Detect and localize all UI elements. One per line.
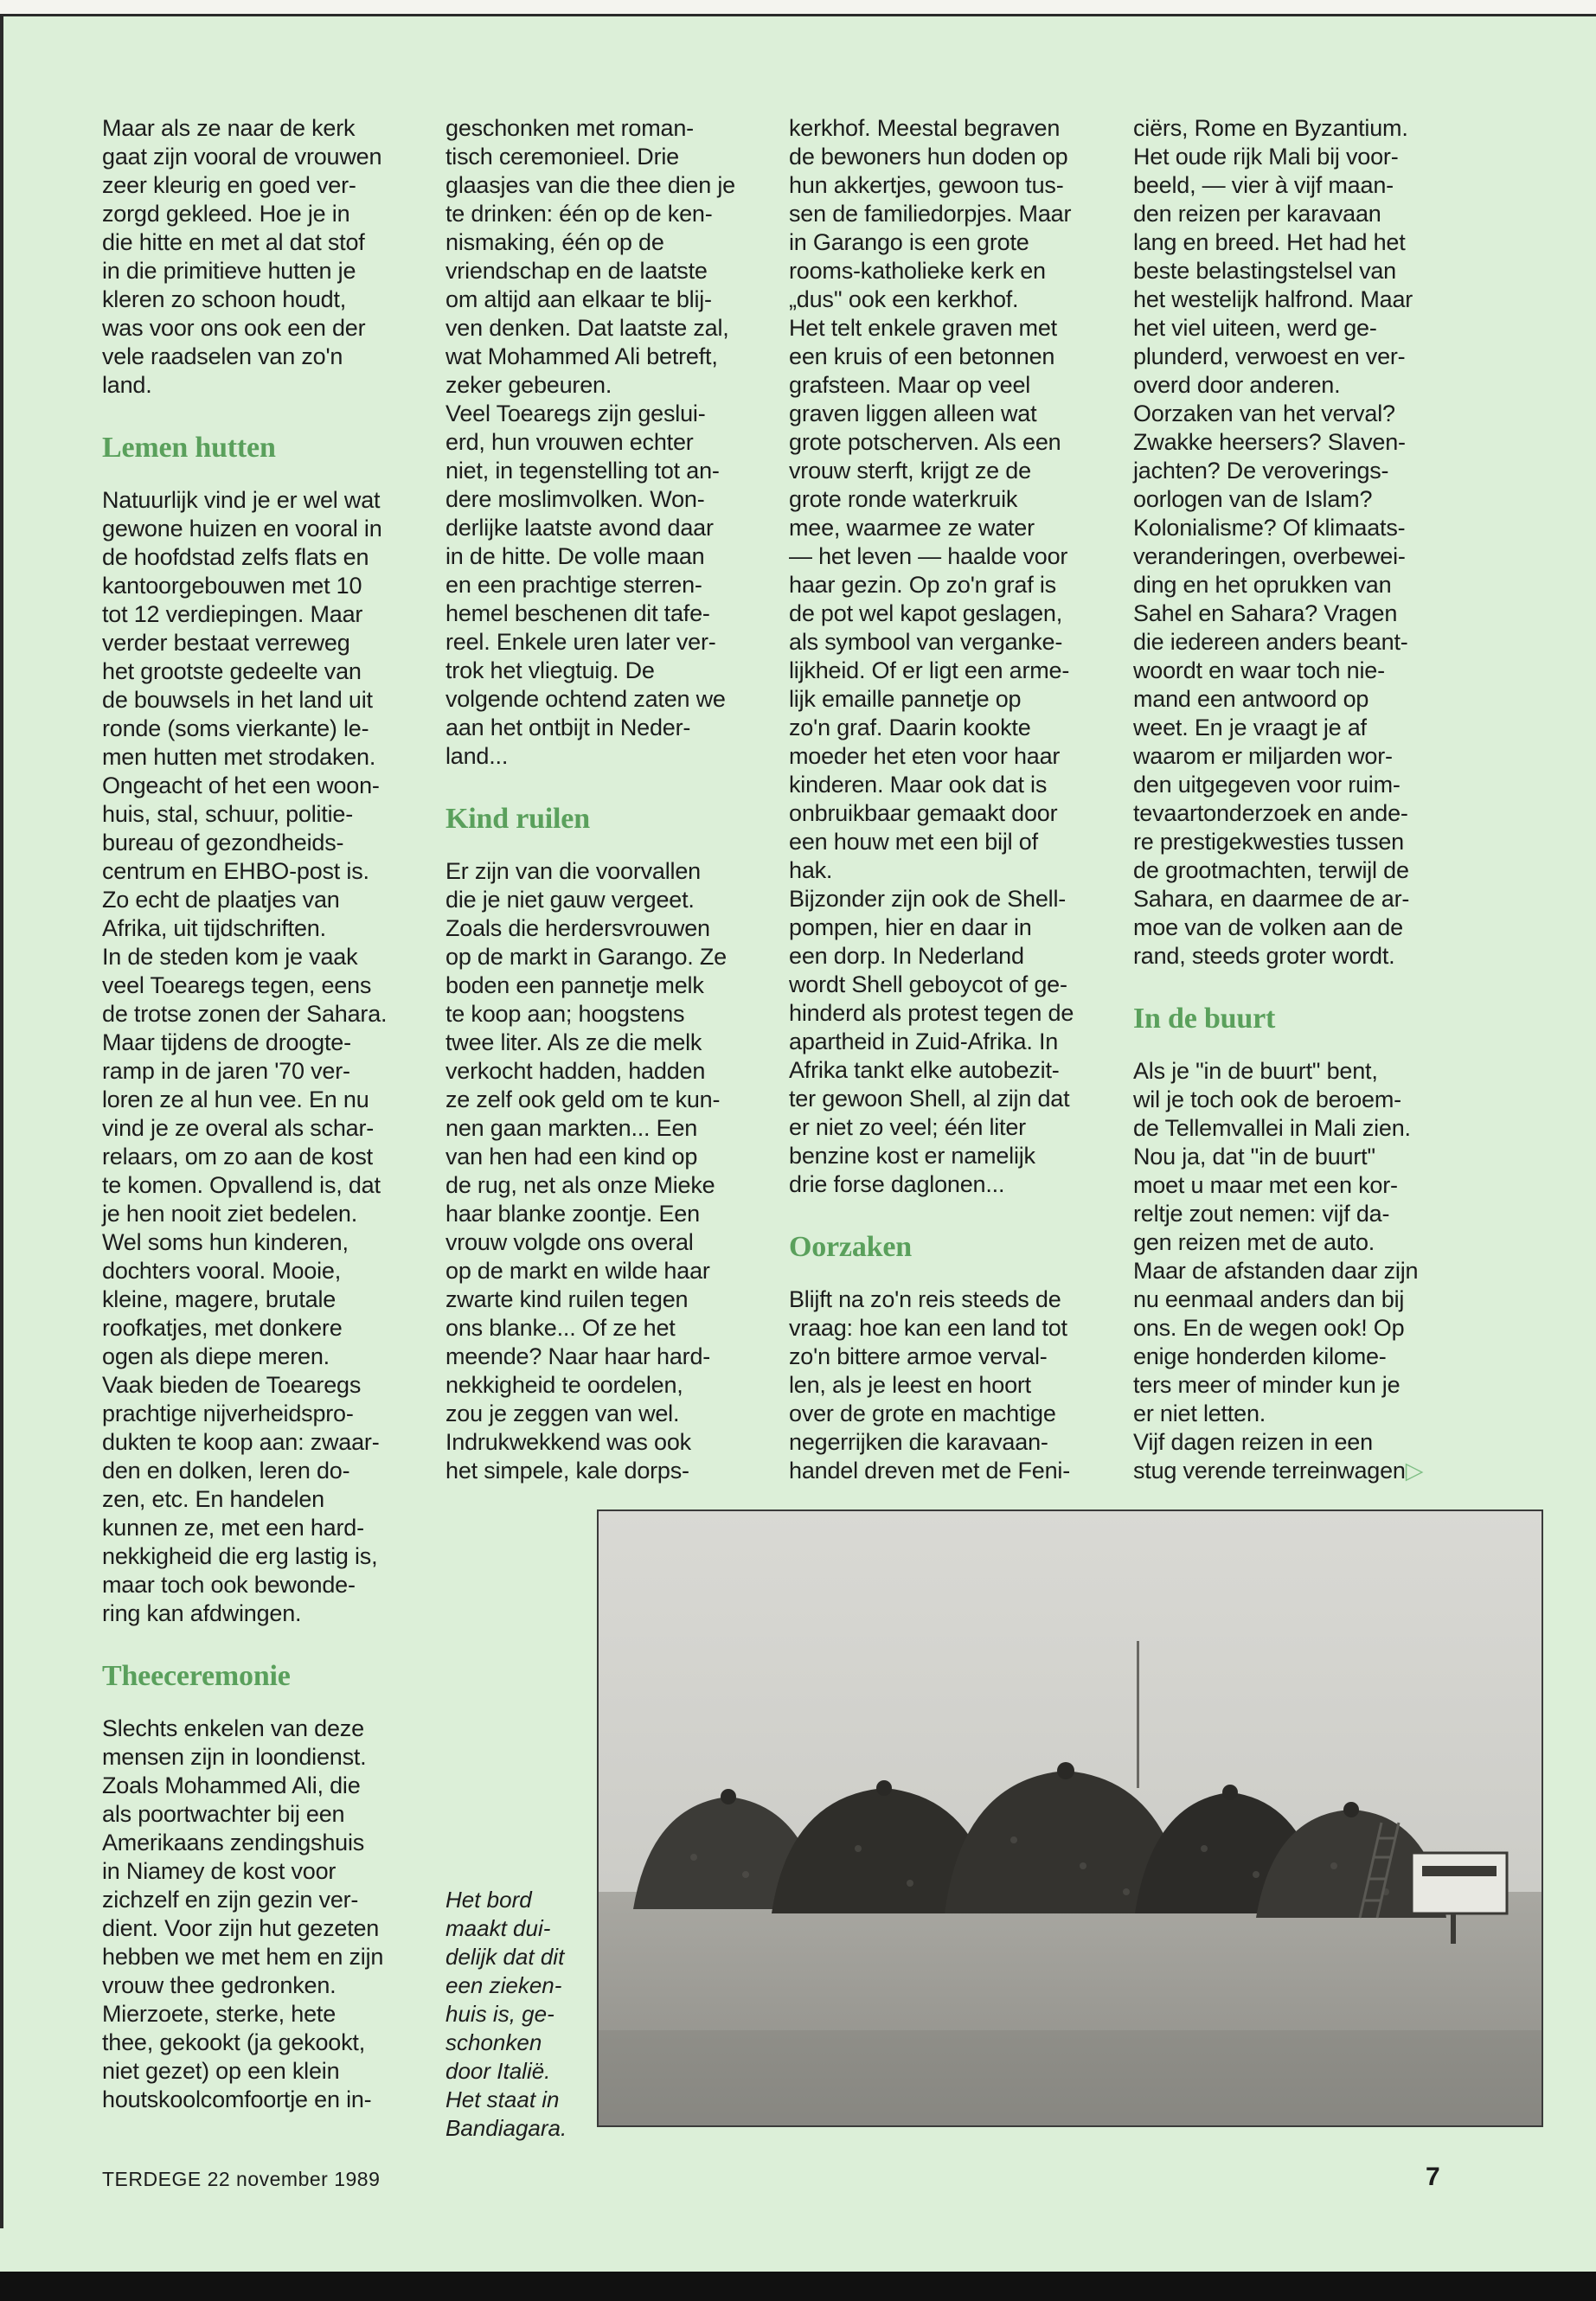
paragraph: Er zijn van die voorvallen die je niet gauw vergeet. Zoals die herdersvrouwen op de markt in Garango. Ze boden een pannetje melk te koop aan; hoogstens twee liter. Als ze die melk verkocht hadden, hadden ze zelf ook geld om te kun- nen gaan markten... Een van hen had een kind op de rug, net als onze Mieke haar blanke zoontje. Een vrouw volgde ons overal op de markt en wilde haar zwarte kind ruilen tegen ons blanke... Of ze het meende? Naar haar hard- nekkigheid te oordelen, zou je zeggen van wel. Indrukwekkend was ook het simpele, kale dorps- — [445, 858, 727, 1484]
paragraph: Slechts enkelen van deze mensen zijn in loondienst. Zoals Mohammed Ali, die als poortwachter bij een Amerikaans zendingshuis in Niamey de kost voor zichzelf en zijn gezin ver- dient. Voor zijn hut gezeten hebben we met hem en zijn vrouw thee gedronken. Mierzoete, sterke, hete thee, gekookt (ja gekookt, niet gezet) op een klein houtskoolcomfoortje en in- — [102, 1715, 384, 2112]
column-2 — [445, 114, 774, 1485]
paragraph: ciërs, Rome en Byzantium. Het oude rijk Mali bij voor- beeld, — vier à vijf maan- den reizen per karavaan lang en breed. Het had het beste belastingstelsel van het westelijk halfrond. Maar het viel uiteen, werd ge- plunderd, verwoest en ver- overd door anderen. Oorzaken van het verval? Zwakke heersers? Slaven- jachten? De veroverings- oorlogen van de Islam? Kolonialisme? Of klimaats- veranderingen, overbewei- ding en het oprukken van Sahel en Sahara? Vragen die iedereen anders beant- woordt en waar toch nie- mand een antwoord op weet. En je vraagt je af waarom er miljarden wor- den uitgegeven voor ruim- tevaartonderzoek en ande- re prestigekwesties tussen de grootmachten, terwijl de Sahara, en daarmee de ar- moe van de volken aan de rand, steeds groter wordt. — [1133, 115, 1413, 969]
page-number: 7 — [1426, 2163, 1440, 2191]
paragraph — [1133, 1057, 1462, 1485]
photo-hospital-domes — [597, 1509, 1543, 2127]
column-4 — [1133, 114, 1462, 1485]
paragraph: Natuurlijk vind je er wel wat gewone huizen en vooral in de hoofdstad zelfs flats en kantoorgebouwen met 10 tot 12 verdiepingen. Maar verder bestaat verreweg het grootste gedeelte van de bouwsels in het land uit ronde (soms vierkante) le- men hutten met strodaken. Ongeacht of het een woon- huis, stal, schuur, politie- bureau of gezondheids- centrum en EHBO-post is. Zo echt de plaatjes van Afrika, uit tijdschriften. In de steden kom je vaak veel Toearegs tegen, eens de trotse zonen der Sahara. Maar tijdens de droogte- ramp in de jaren '70 ver- loren ze al hun vee. En nu vind je ze overal als schar- relaars, om zo aan de kost te komen. Opvallend is, dat je hen nooit ziet bedelen. Wel soms hun kinderen, dochters vooral. Mooie, kleine, magere, brutale roofkatjes, met donkere ogen als diepe meren. Vaak bieden de Toearegs prachtige nijverheidspro- dukten te koop aan: zwaar- den en dolken, leren do- zen, etc. En handelen kunnen ze, met een hard- nekkigheid die erg lastig is, maar toch ook bewonde- ring kan afdwingen. — [102, 487, 388, 1626]
heading-oorzaken: Oorzaken — [789, 1231, 912, 1263]
heading-lemen-hutten: Lemen hutten — [102, 432, 276, 464]
heading-in-de-buurt: In de buurt — [1133, 1003, 1276, 1035]
paragraph: Maar als ze naar de kerk gaat zijn vooral de vrouwen zeer kleurig en goed ver- zorgd gekleed. Hoe je in die hitte en met al dat stof in die primitieve hutten je kleren zo schoon houdt, was voor ons ook een der vele raadselen van zo'n land. — [102, 115, 382, 398]
page-left-edge — [0, 14, 3, 2228]
page-top-edge — [0, 0, 1596, 16]
photo-caption: Het bord maakt dui- delijk dat dit een zieken- huis is, ge- schonken door Italië. Het staat in Bandiagara. — [445, 1887, 567, 2141]
paragraph: Blijft na zo'n reis steeds de vraag: hoe kan een land tot zo'n bittere armoe verval- len, als je leest en hoort over de grote en machtige negerrijken die karavaan- handel dreven met de Feni- — [789, 1286, 1070, 1484]
bottom-edge — [0, 2272, 1596, 2301]
column-1 — [102, 114, 448, 2114]
paragraph: kerkhof. Meestal begraven de bewoners hun doden op hun akkertjes, gewoon tus- sen de familiedorpjes. Maar in Garango is een grote rooms-katholieke kerk en „dus'' ook een kerkhof. Het telt enkele graven met een kruis of een betonnen grafsteen. Maar op veel graven liggen alleen wat grote potscherven. Als een vrouw sterft, krijgt ze de grote ronde waterkruik mee, waarmee ze water — het leven — haalde voor haar gezin. Op zo'n graf is de pot wel kapot geslagen, als symbool van verganke- lijkheid. Of er ligt een arme- lijk emaille pannetje op zo'n graf. Daarin kookte moeder het eten voor haar kinderen. Maar ook dat is onbruikbaar gemaakt door een houw met een bijl of hak. Bijzonder zijn ook de Shell- pompen, hier en daar in een dorp. In Nederland wordt Shell geboycot of ge- hinderd als protest tegen de apartheid in Zuid-Afrika. In Afrika tankt elke autobezit- ter gewoon Shell, al zijn dat er niet zo veel; één liter benzine kost er namelijk drie forse daglonen... — [789, 115, 1074, 1197]
column-3 — [789, 114, 1118, 1485]
continue-arrow-icon: ▷ — [1405, 1458, 1424, 1484]
heading-theeceremonie: Theeceremonie — [102, 1660, 291, 1692]
paragraph-text: Als je "in de buurt" bent, wil je toch ook de beroem- de Tellemvallei in Mali zien. Nou ja, dat "in de buurt" moet u maar met een kor- reltje zout nemen: vijf da- gen reizen met de auto. Maar de afstanden daar zijn nu eenmaal anders dan bij ons. En de wegen ook! Op enige honderden kilome- ters meer of minder kun je er niet letten. Vijf dagen reizen in een stug verende terreinwagen — [1133, 1058, 1419, 1484]
footer-publication: TERDEGE 22 november 1989 — [102, 2168, 381, 2190]
heading-kind-ruilen: Kind ruilen — [445, 803, 590, 835]
paragraph: geschonken met roman- tisch ceremonieel. Drie glaasjes van die thee dien je te drinken: één op de ken- nismaking, één op de vriendschap en de laatste om altijd aan elkaar te blij- ven denken. Dat laatste zal, wat Mohammed Ali betreft, zeker gebeuren. Veel Toearegs zijn geslui- erd, hun vrouwen echter niet, in tegenstelling tot an- dere moslimvolken. Won- derlijke laatste avond daar in de hitte. De volle maan en een prachtige sterren- hemel beschenen dit tafe- reel. Enkele uren later ver- trok het vliegtuig. De volgende ochtend zaten we aan het ontbijt in Neder- land... — [445, 115, 735, 769]
